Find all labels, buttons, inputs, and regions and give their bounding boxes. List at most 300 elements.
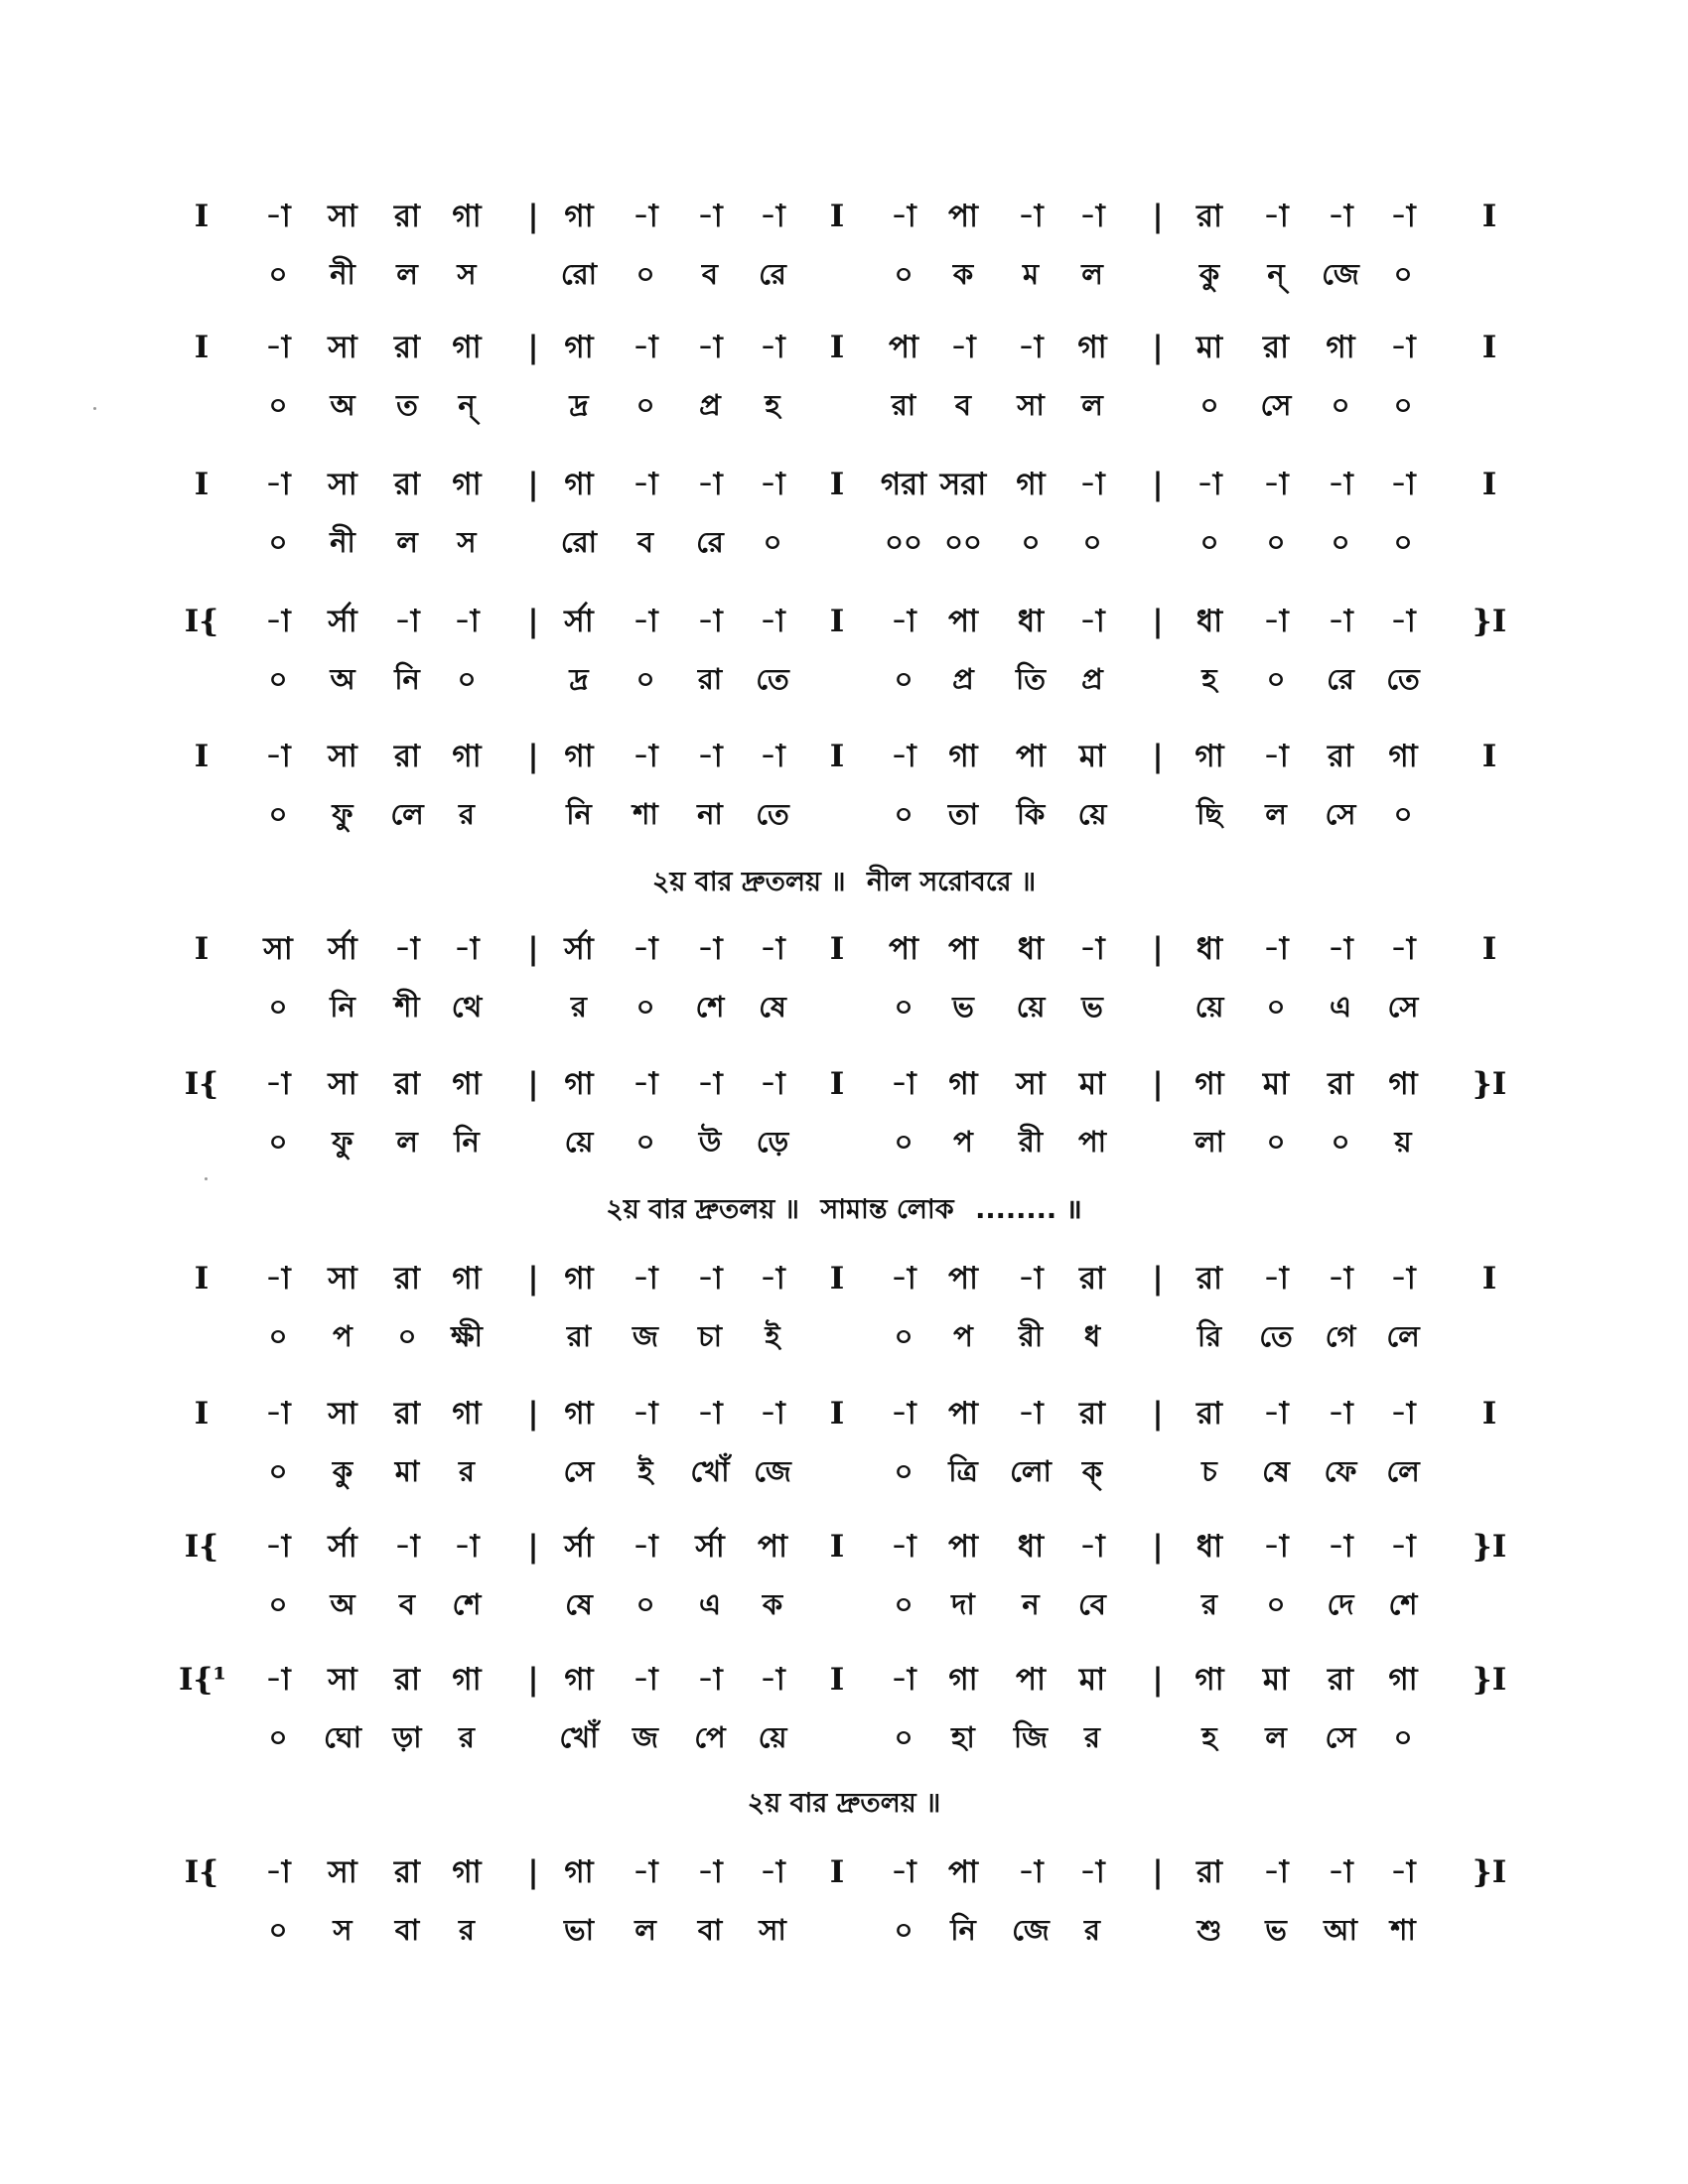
lyric-syllable: হ	[1201, 1720, 1217, 1754]
swara-note: পা	[947, 1396, 979, 1432]
lyric-syllable: হা	[951, 1720, 975, 1754]
swara-note: -া	[697, 931, 723, 967]
swara-note: -া	[891, 1854, 916, 1890]
lyric-syllable: ই	[637, 1454, 653, 1488]
swara-note: মা	[1078, 1662, 1106, 1698]
lyric-syllable: য়ে	[564, 1125, 594, 1159]
notation-staff	[0, 921, 1688, 1040]
lyric-syllable: ষে	[565, 1587, 593, 1621]
swara-note: -া	[633, 931, 658, 967]
section-heading	[0, 1779, 1688, 1829]
bar-separator: |	[1152, 1529, 1164, 1565]
bar-separator: |	[1152, 1854, 1164, 1890]
swara-note: গা	[948, 1066, 978, 1102]
lyric-syllable: র	[1084, 1913, 1100, 1947]
swara-note: -া	[454, 1529, 480, 1565]
lyric-syllable: ত	[396, 388, 418, 422]
swara-note: -া	[265, 604, 291, 639]
swara-note: গা	[564, 1854, 594, 1890]
bar-separator: I	[1481, 467, 1497, 502]
swara-note: -া	[265, 1066, 291, 1102]
lyric-syllable: ০	[635, 1587, 655, 1621]
lyric-syllable: ০	[1393, 257, 1413, 291]
bar-separator: I	[1481, 1261, 1497, 1297]
swara-note: -া	[394, 1529, 420, 1565]
lyric-syllable: সে	[1387, 990, 1419, 1024]
lyric-syllable: ০	[894, 662, 914, 696]
lyric-syllable	[523, 786, 543, 842]
bar-separator: I{	[184, 1854, 219, 1890]
lyric-syllable: কু	[332, 1454, 353, 1488]
bar-separator: I	[194, 330, 210, 365]
heading-part: ........ ॥	[975, 1194, 1082, 1225]
swara-note: -া	[760, 1662, 785, 1698]
lyric-syllable: জে	[1322, 257, 1359, 291]
swara-note: -া	[1018, 199, 1044, 234]
swara-note: -া	[1328, 1261, 1353, 1297]
bar-separator: |	[527, 1854, 539, 1890]
swara-note: গা	[564, 199, 594, 234]
lyric-syllable	[1148, 377, 1168, 433]
lyric-syllable: ০	[894, 990, 914, 1024]
lyric-row	[0, 1443, 1688, 1499]
lyric-syllable: ল	[1265, 797, 1287, 831]
lyric-syllable: চা	[697, 1319, 723, 1353]
lyric-syllable	[523, 377, 543, 433]
lyric-syllable	[179, 1308, 224, 1364]
bar-separator: |	[1152, 931, 1164, 967]
lyric-syllable: স	[457, 257, 477, 291]
lyric-syllable: ভ	[1081, 990, 1103, 1024]
swara-note: সা	[328, 1396, 357, 1432]
swara-note: র্সা	[564, 604, 594, 639]
lyric-syllable: ধ	[1083, 1319, 1101, 1353]
lyric-syllable: সে	[1260, 388, 1292, 422]
swara-note: সরা	[939, 467, 987, 502]
lyric-syllable: প্র	[952, 662, 974, 696]
swara-note: -া	[1263, 931, 1289, 967]
lyric-syllable: সে	[1325, 1720, 1356, 1754]
lyric-syllable: রা	[697, 662, 723, 696]
lyric-syllable	[1464, 1308, 1515, 1364]
notation-staff	[0, 1056, 1688, 1175]
bar-separator: I{	[184, 604, 219, 639]
swara-note: -া	[697, 330, 723, 365]
lyric-syllable: স	[333, 1913, 352, 1947]
lyric-syllable: এ	[1329, 990, 1352, 1024]
swara-note: -া	[1390, 1854, 1416, 1890]
lyric-row	[0, 979, 1688, 1034]
lyric-syllable: পা	[1077, 1125, 1107, 1159]
lyric-syllable: ০	[268, 990, 288, 1024]
lyric-syllable: বা	[394, 1913, 420, 1947]
swara-note: -া	[1328, 931, 1353, 967]
lyric-syllable: রে	[1327, 662, 1354, 696]
swara-note: -া	[265, 1662, 291, 1698]
swara-row	[0, 1251, 1688, 1306]
lyric-syllable: ব	[636, 525, 654, 559]
lyric-syllable: ০	[635, 257, 655, 291]
lyric-syllable: ০	[763, 525, 782, 559]
lyric-syllable: ০	[1199, 388, 1219, 422]
bar-separator: |	[1152, 1261, 1164, 1297]
swara-note: -া	[1263, 1261, 1289, 1297]
lyric-syllable: দে	[1327, 1587, 1354, 1621]
swara-note: -া	[697, 604, 723, 639]
bar-separator: I	[1481, 931, 1497, 967]
lyric-syllable: তি	[1015, 662, 1047, 696]
swara-note: সা	[328, 467, 357, 502]
lyric-syllable: ব	[398, 1587, 416, 1621]
lyric-syllable	[179, 979, 224, 1034]
swara-note: -া	[1263, 1396, 1289, 1432]
notation-staff	[0, 1652, 1688, 1771]
swara-note: গা	[452, 330, 482, 365]
swara-note: -া	[1390, 1396, 1416, 1432]
lyric-syllable: হ	[1201, 662, 1217, 696]
swara-note: রা	[1262, 330, 1290, 365]
lyric-syllable	[179, 651, 224, 707]
swara-note: -া	[760, 1854, 785, 1890]
swara-note: পা	[888, 931, 919, 967]
notation-staff	[0, 1844, 1688, 1964]
lyric-syllable	[822, 1114, 852, 1169]
lyric-syllable: ০	[268, 257, 288, 291]
lyric-syllable: তা	[947, 797, 979, 831]
bar-separator: |	[1152, 467, 1164, 502]
swara-note: গা	[452, 1396, 482, 1432]
swara-note: পা	[1015, 1662, 1047, 1698]
lyric-syllable: নি	[394, 662, 420, 696]
lyric-syllable	[1464, 1114, 1515, 1169]
lyric-syllable: ০	[635, 990, 655, 1024]
swara-note: গা	[564, 1261, 594, 1297]
lyric-syllable: ০	[1082, 525, 1102, 559]
lyric-syllable: তে	[756, 662, 789, 696]
swara-note: -া	[891, 1529, 916, 1565]
swara-note: রা	[1196, 1854, 1223, 1890]
lyric-syllable	[1148, 651, 1168, 707]
swara-note: রা	[1196, 199, 1223, 234]
lyric-syllable: ক	[762, 1587, 783, 1621]
lyric-syllable: জ	[633, 1319, 658, 1353]
swara-note: পা	[947, 1529, 979, 1565]
swara-note: -া	[1079, 931, 1105, 967]
lyric-syllable: ল	[634, 1913, 656, 1947]
lyric-syllable: ০	[894, 257, 914, 291]
swara-note: -া	[1079, 199, 1105, 234]
lyric-syllable	[1148, 246, 1168, 302]
lyric-syllable: ল	[396, 525, 418, 559]
swara-note: -া	[1263, 739, 1289, 774]
lyric-row	[0, 1576, 1688, 1632]
swara-note: -া	[265, 467, 291, 502]
swara-note: -া	[1328, 604, 1353, 639]
swara-note: -া	[760, 1261, 785, 1297]
lyric-syllable	[1148, 1114, 1168, 1169]
lyric-syllable	[822, 786, 852, 842]
lyric-syllable	[1464, 377, 1515, 433]
bar-separator: |	[1152, 1396, 1164, 1432]
swara-note: -া	[891, 1396, 916, 1432]
notation-staff	[0, 189, 1688, 308]
swara-note: রা	[393, 1854, 421, 1890]
lyric-syllable: রা	[891, 388, 916, 422]
bar-separator: }I	[1472, 604, 1507, 639]
swara-note: রা	[393, 199, 421, 234]
lyric-syllable: র	[459, 1454, 475, 1488]
swara-note: -া	[633, 1261, 658, 1297]
lyric-syllable: লে	[390, 797, 424, 831]
lyric-syllable: তে	[1259, 1319, 1293, 1353]
lyric-syllable: র	[459, 797, 475, 831]
lyric-syllable: নী	[330, 257, 355, 291]
swara-note: -া	[633, 330, 658, 365]
lyric-syllable	[822, 651, 852, 707]
lyric-syllable: তে	[1386, 662, 1420, 696]
lyric-syllable	[1464, 651, 1515, 707]
swara-note: ধা	[1196, 604, 1223, 639]
swara-note: রা	[1078, 1261, 1106, 1297]
lyric-syllable: ০	[1331, 1125, 1350, 1159]
bar-separator: |	[527, 1261, 539, 1297]
swara-note: -া	[265, 739, 291, 774]
bar-separator: I	[1481, 1396, 1497, 1432]
heading-part: ২য় বার দ্রুতলয় ॥	[651, 867, 846, 897]
lyric-syllable: ০	[1266, 662, 1286, 696]
lyric-syllable: য়ে	[1195, 990, 1224, 1024]
lyric-syllable: ত্রি	[948, 1454, 978, 1488]
swara-note: -া	[1328, 1529, 1353, 1565]
bar-separator: |	[527, 1396, 539, 1432]
swara-note: -া	[1079, 467, 1105, 502]
swara-note: -া	[1079, 1854, 1105, 1890]
bar-separator: |	[1152, 1662, 1164, 1698]
lyric-syllable: ০	[268, 525, 288, 559]
swara-note: গা	[564, 1066, 594, 1102]
swara-note: -া	[760, 604, 785, 639]
lyric-syllable: ঘো	[323, 1720, 362, 1754]
bar-separator: |	[1152, 330, 1164, 365]
lyric-syllable: য়ে	[1016, 990, 1046, 1024]
swara-note: পা	[947, 604, 979, 639]
lyric-syllable: য়ে	[1077, 797, 1107, 831]
lyric-syllable: শা	[633, 797, 658, 831]
bar-separator: |	[527, 199, 539, 234]
lyric-syllable: নি	[330, 990, 355, 1024]
lyric-syllable: ম	[1022, 257, 1040, 291]
swara-note: পা	[947, 931, 979, 967]
swara-note: রা	[393, 330, 421, 365]
lyric-syllable: ০	[894, 1587, 914, 1621]
swara-note: সা	[328, 739, 357, 774]
lyric-syllable: ০	[894, 1319, 914, 1353]
lyric-syllable: ন	[1022, 1587, 1040, 1621]
lyric-syllable: জ	[633, 1720, 658, 1754]
lyric-syllable	[1464, 514, 1515, 570]
swara-row	[0, 1386, 1688, 1441]
bar-separator: I	[194, 467, 210, 502]
bar-separator: }I	[1472, 1066, 1507, 1102]
swara-note: -া	[265, 330, 291, 365]
swara-note: -া	[1390, 604, 1416, 639]
swara-note: সা	[328, 1066, 357, 1102]
lyric-syllable: ই	[765, 1319, 780, 1353]
lyric-syllable: ০	[894, 1720, 914, 1754]
lyric-syllable	[1148, 786, 1168, 842]
notation-staff	[0, 1519, 1688, 1638]
lyric-syllable: ০	[1021, 525, 1041, 559]
lyric-syllable: ফে	[1324, 1454, 1357, 1488]
bar-separator: I{¹	[179, 1662, 227, 1698]
swara-note: সা	[328, 330, 357, 365]
bar-separator: I	[1481, 330, 1497, 365]
lyric-syllable: প্র	[699, 388, 721, 422]
lyric-syllable	[179, 514, 224, 570]
swara-note: -া	[633, 739, 658, 774]
lyric-row	[0, 377, 1688, 433]
swara-row	[0, 594, 1688, 649]
swara-note: গা	[1388, 739, 1418, 774]
lyric-syllable	[822, 514, 852, 570]
swara-note: -া	[697, 199, 723, 234]
bar-separator: I	[829, 1066, 845, 1102]
bar-separator: I	[829, 1662, 845, 1698]
lyric-syllable: না	[697, 797, 723, 831]
lyric-syllable: শা	[1390, 1913, 1416, 1947]
lyric-syllable: খোঁ	[559, 1720, 599, 1754]
lyric-syllable: এ	[698, 1587, 722, 1621]
lyric-syllable	[1464, 1443, 1515, 1499]
lyric-syllable	[822, 1443, 852, 1499]
lyric-syllable: ফু	[332, 797, 353, 831]
lyric-syllable: ল	[1265, 1720, 1287, 1754]
lyric-syllable: কি	[1016, 797, 1046, 831]
lyric-syllable: ০	[1331, 388, 1350, 422]
lyric-syllable	[1464, 246, 1515, 302]
swara-note: গা	[452, 1662, 482, 1698]
lyric-syllable: র	[1084, 1720, 1100, 1754]
lyric-syllable: ০	[268, 388, 288, 422]
swara-note: -া	[1263, 1854, 1289, 1890]
lyric-syllable: গে	[1325, 1319, 1356, 1353]
lyric-syllable: প	[333, 1319, 352, 1353]
lyric-syllable: ল	[396, 257, 418, 291]
swara-note: -া	[697, 467, 723, 502]
lyric-syllable: নি	[950, 1913, 976, 1947]
swara-note: -া	[950, 330, 976, 365]
lyric-syllable: র	[459, 1720, 475, 1754]
lyric-syllable: সা	[759, 1913, 786, 1947]
lyric-syllable: ড়ে	[756, 1125, 789, 1159]
swara-row	[0, 729, 1688, 784]
swara-note: র্সা	[695, 1529, 725, 1565]
lyric-syllable: ০০	[944, 525, 982, 559]
lyric-syllable: রো	[560, 525, 598, 559]
lyric-syllable	[523, 1308, 543, 1364]
bar-separator: |	[1152, 604, 1164, 639]
swara-note: গা	[1388, 1662, 1418, 1698]
section-heading	[0, 1185, 1688, 1235]
lyric-syllable: ০	[894, 1913, 914, 1947]
swara-note: -া	[1263, 467, 1289, 502]
swara-note: পা	[757, 1529, 788, 1565]
lyric-syllable	[822, 1902, 852, 1958]
bar-separator: |	[527, 1529, 539, 1565]
lyric-syllable: শু	[1196, 1913, 1222, 1947]
swara-note: -া	[760, 330, 785, 365]
lyric-syllable: ০	[894, 1125, 914, 1159]
lyric-syllable: শে	[452, 1587, 482, 1621]
swara-note: -া	[1018, 1396, 1044, 1432]
swara-note: -া	[1390, 199, 1416, 234]
lyric-syllable: ষে	[1262, 1454, 1290, 1488]
lyric-syllable: আ	[1324, 1913, 1357, 1947]
bar-separator: I	[194, 1396, 210, 1432]
lyric-syllable: ০	[635, 662, 655, 696]
lyric-syllable: পে	[694, 1720, 726, 1754]
notation-staff	[0, 729, 1688, 848]
lyric-syllable: ০	[894, 1454, 914, 1488]
lyric-syllable: ০	[1393, 525, 1413, 559]
lyric-syllable: রী	[1018, 1125, 1044, 1159]
lyric-syllable: ০	[1266, 525, 1286, 559]
lyric-syllable: ০	[1266, 990, 1286, 1024]
swara-note: -া	[633, 1662, 658, 1698]
lyric-syllable	[822, 1576, 852, 1632]
swara-note: পা	[947, 1854, 979, 1890]
swara-row	[0, 1844, 1688, 1900]
lyric-syllable: জি	[1013, 1720, 1049, 1754]
lyric-syllable: রী	[1018, 1319, 1044, 1353]
bar-separator: I	[829, 1261, 845, 1297]
swara-note: ধা	[1196, 931, 1223, 967]
swara-note: গা	[1077, 330, 1107, 365]
lyric-syllable: ন্	[458, 388, 476, 422]
lyric-syllable: য়	[1394, 1125, 1412, 1159]
swara-note: গা	[564, 467, 594, 502]
swara-note: -া	[1390, 330, 1416, 365]
lyric-syllable: শী	[394, 990, 420, 1024]
lyric-row	[0, 1709, 1688, 1765]
bar-separator: I	[829, 199, 845, 234]
lyric-syllable: র	[571, 990, 587, 1024]
notation-staff	[0, 320, 1688, 439]
lyric-syllable	[822, 1709, 852, 1765]
swara-note: রা	[1327, 1662, 1354, 1698]
bar-separator: }I	[1472, 1529, 1507, 1565]
scan-speck	[93, 407, 96, 410]
swara-note: রা	[1196, 1396, 1223, 1432]
lyric-row	[0, 246, 1688, 302]
heading-part: নীল সরোবরে ॥	[866, 867, 1037, 897]
lyric-syllable	[179, 1902, 224, 1958]
lyric-syllable	[1464, 786, 1515, 842]
bar-separator: I	[829, 467, 845, 502]
lyric-row	[0, 514, 1688, 570]
swara-note: গা	[452, 1066, 482, 1102]
lyric-syllable	[1464, 1709, 1515, 1765]
bar-separator: I	[194, 739, 210, 774]
lyric-syllable	[1148, 1576, 1168, 1632]
swara-note: -া	[891, 1066, 916, 1102]
swara-note: সা	[263, 931, 293, 967]
lyric-syllable: ছি	[1196, 797, 1222, 831]
lyric-syllable: ল	[1081, 388, 1103, 422]
lyric-syllable: ০	[268, 1720, 288, 1754]
lyric-syllable: ন্	[1267, 257, 1285, 291]
swara-note: -া	[697, 1662, 723, 1698]
